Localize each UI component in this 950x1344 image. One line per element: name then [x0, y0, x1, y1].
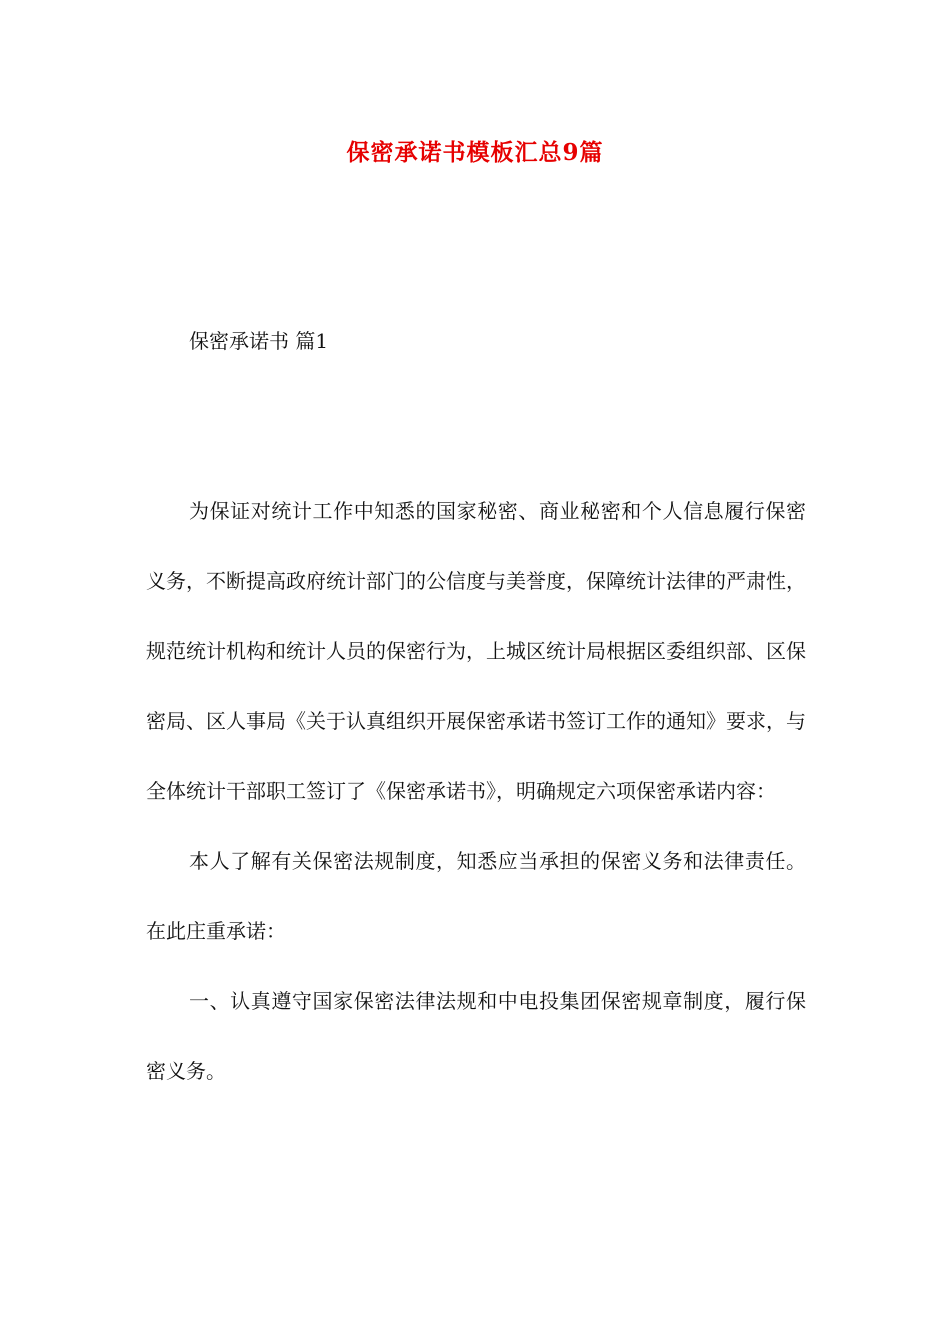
body-text	[146, 476, 806, 1106]
paragraph-pledge: 本人了解有关保密法规制度，知悉应当承担的保密义务和法律责任。在此庄重承诺：	[146, 849, 806, 943]
paragraph-intro: 为保证对统计工作中知悉的国家秘密、商业秘密和个人信息履行保密义务，不断提高政府统计部门的公信度与美誉度，保障统计法律的严肃性，规范统计机构和统计人员的保密行为，上城区统计局根据区委组织部、区保密局、区人事局《关于认真组织开展保密承诺书签订工作的通知》要求，与全体统计干部职工签订了《保密承诺书》，明确规定六项保密承诺内容：	[146, 499, 806, 803]
paragraph-item-1: 一、认真遵守国家保密法律法规和中电投集团保密规章制度，履行保密义务。	[146, 989, 806, 1083]
document-title: 保密承诺书模板汇总9篇	[346, 139, 604, 166]
section-heading: 保密承诺书 篇1	[189, 329, 329, 353]
